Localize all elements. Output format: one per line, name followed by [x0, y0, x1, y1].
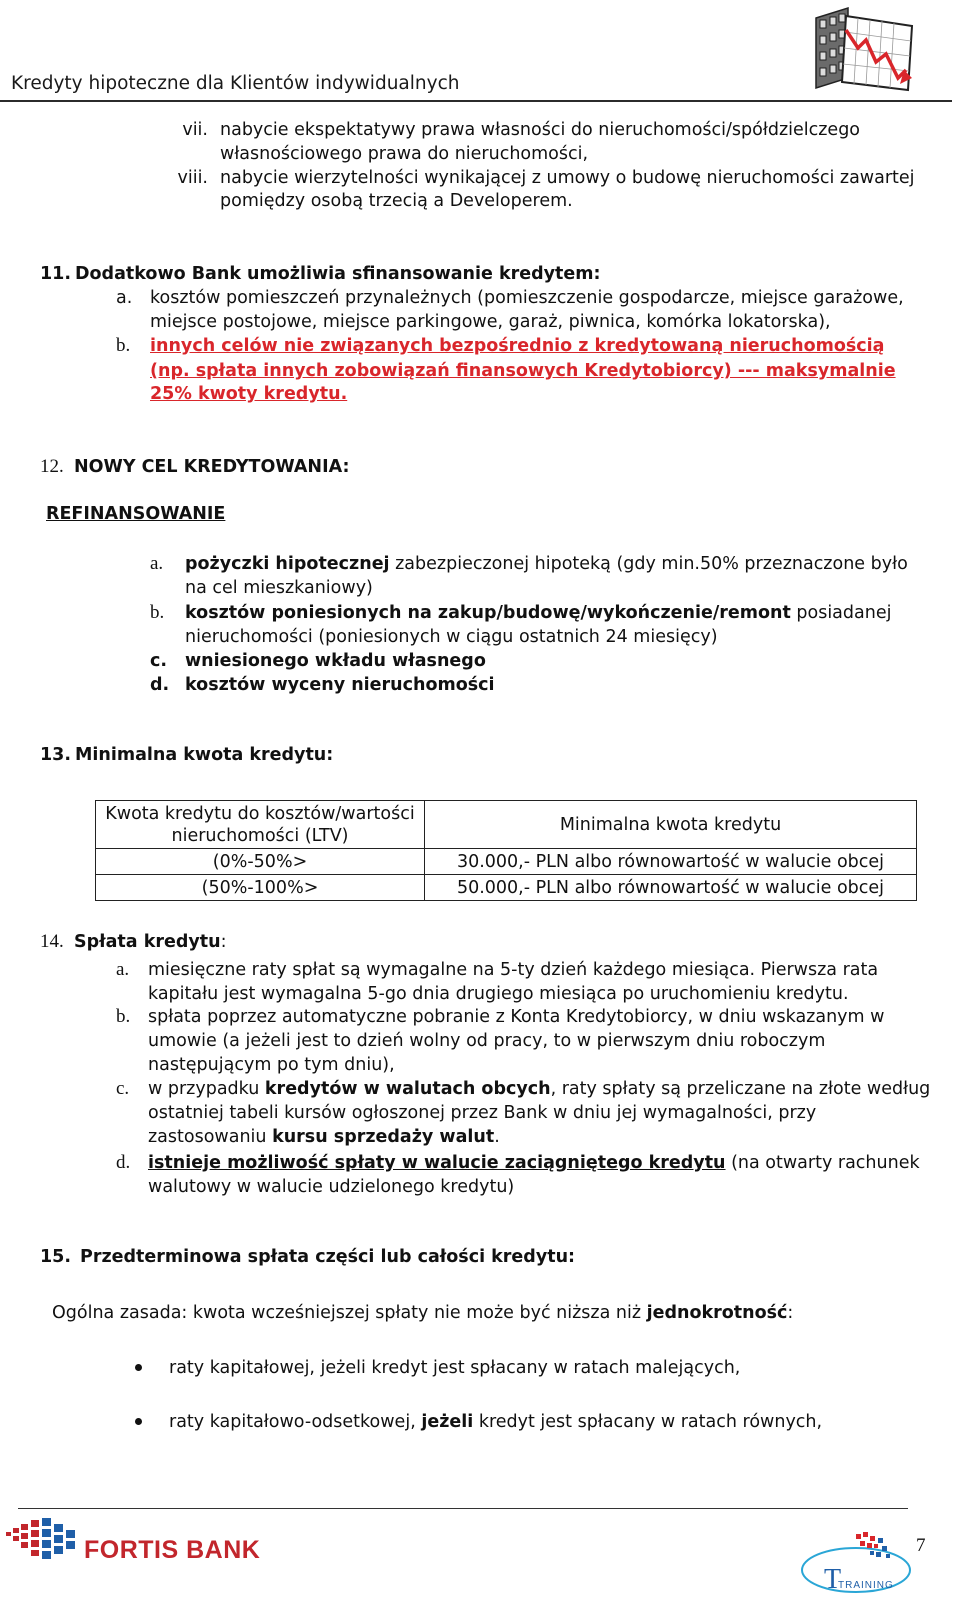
- table-cell: 50.000,- PLN albo równowartość w walucie obcej: [425, 875, 917, 901]
- list-item-line: walutowy w walucie udzielonego kredytu): [148, 1177, 515, 1197]
- list-item-line: następującym po tym dniu),: [148, 1055, 395, 1075]
- list-item-line: nabycie wierzytelności wynikającej z umowy o budowę nieruchomości zawartej: [220, 168, 915, 188]
- list-label: d.: [116, 1152, 131, 1173]
- list-item-line: pomiędzy osobą trzecią a Developerem.: [220, 191, 573, 211]
- list-number: vii.: [182, 120, 208, 140]
- list-label: b.: [116, 1006, 131, 1027]
- table-cell: (0%-50%>: [96, 849, 425, 875]
- section-12-subtitle: REFINANSOWANIE: [46, 504, 226, 524]
- section-15-number: 15.: [40, 1247, 72, 1267]
- bullet-icon: [135, 1418, 142, 1425]
- section-14-title: Spłata kredytu:: [74, 932, 227, 952]
- list-item-line: miesięczne raty spłat są wymagalne na 5-ty dzień każdego miesiąca. Pierwsza rata: [148, 960, 879, 980]
- fortis-bank-logo-text: FORTIS BANK: [84, 1536, 261, 1564]
- list-item-line: własnościowego prawa do nieruchomości,: [220, 144, 589, 164]
- list-label: b.: [150, 602, 165, 623]
- document-header-title: Kredyty hipoteczne dla Klientów indywidualnych: [11, 73, 460, 94]
- table-cell: 30.000,- PLN albo równowartość w walucie obcej: [425, 849, 917, 875]
- list-item-line: ostatniej tabeli kursów ogłoszonej przez Bank w dniu jej wymagalności, przy: [148, 1103, 817, 1123]
- bullet-item: raty kapitałowej, jeżeli kredyt jest spłacany w ratach malejących,: [169, 1358, 741, 1378]
- header-divider: [0, 100, 952, 102]
- min-loan-amount-table: [95, 800, 917, 901]
- table-row: [96, 849, 917, 875]
- list-item-line: miejsce postojowe, miejsce parkingowe, garaż, piwnica, komórka lokatorska),: [150, 312, 831, 332]
- list-label: a.: [150, 553, 164, 574]
- list-label: b.: [116, 335, 131, 356]
- list-label: d.: [150, 675, 170, 695]
- list-item-line: zastosowaniu kursu sprzedaży walut.: [148, 1127, 500, 1147]
- list-item-line: kapitału jest wymagalna 5-go dnia drugiego miesiąca po uruchomieniu kredytu.: [148, 984, 849, 1004]
- list-number: viii.: [177, 168, 208, 188]
- section-13-title: Minimalna kwota kredytu:: [75, 745, 334, 765]
- list-label: a.: [116, 959, 130, 980]
- highlighted-list-item-line: 25% kwoty kredytu.: [150, 384, 348, 404]
- list-item: kosztów poniesionych na zakup/budowę/wykończenie/remont posiadanej: [185, 603, 892, 623]
- list-label: c.: [116, 1078, 130, 1099]
- general-rule-text: Ogólna zasada: kwota wcześniejszej spłaty nie może być niższa niż jednokrotność:: [52, 1303, 794, 1323]
- svg-text:T: T: [824, 1564, 842, 1594]
- section-12-title: NOWY CEL KREDYTOWANIA:: [74, 457, 350, 477]
- table-header-row: [96, 801, 917, 849]
- list-item-line: na cel mieszkaniowy): [185, 578, 373, 598]
- highlighted-list-item-line: (np. spłata innych zobowiązań finansowych Kredytobiorcy) --- maksymalnie: [150, 361, 896, 381]
- footer-divider: [18, 1508, 908, 1509]
- list-item: pożyczki hipotecznej zabezpieczonej hipoteką (gdy min.50% przeznaczone było: [185, 554, 908, 574]
- list-item: kosztów wyceny nieruchomości: [185, 675, 495, 695]
- section-15-title: Przedterminowa spłata części lub całości kredytu:: [80, 1247, 576, 1267]
- list-item-line: umowie (a jeżeli jest to dzień wolny od pracy, to w pierwszym dniu roboczym: [148, 1031, 826, 1051]
- list-item-line: w przypadku kredytów w walutach obcych, raty spłaty są przeliczane na złote według: [148, 1079, 931, 1099]
- falling-chart-building-icon: [808, 4, 918, 92]
- highlighted-list-item-line: innych celów nie związanych bezpośrednio z kredytowaną nieruchomością: [150, 336, 885, 356]
- section-14-number: 14.: [40, 931, 64, 952]
- section-13-number: 13.: [40, 745, 72, 765]
- fortis-bank-logo-icon: [4, 1514, 82, 1562]
- section-12-number: 12.: [40, 456, 64, 477]
- bullet-item: raty kapitałowo-odsetkowej, jeżeli kredyt jest spłacany w ratach równych,: [169, 1412, 823, 1432]
- list-item-line: kosztów pomieszczeń przynależnych (pomieszczenie gospodarcze, miejsce garażowe,: [150, 288, 904, 308]
- table-header-cell: Minimalna kwota kredytu: [425, 801, 917, 849]
- list-item-line: istnieje możliwość spłaty w walucie zaciągniętego kredytu (na otwarty rachunek: [148, 1153, 920, 1173]
- table-cell: (50%-100%>: [96, 875, 425, 901]
- table-row: [96, 875, 917, 901]
- list-item-line: nieruchomości (poniesionych w ciągu ostatnich 24 miesięcy): [185, 627, 718, 647]
- list-item: wniesionego wkładu własnego: [185, 651, 486, 671]
- training-logo-text: TRAINING: [838, 1580, 894, 1591]
- section-11-number: 11.: [40, 264, 72, 284]
- page-number: 7: [916, 1535, 926, 1556]
- table-header-cell: Kwota kredytu do kosztów/wartości nieruchomości (LTV): [96, 801, 425, 849]
- list-item-line: spłata poprzez automatyczne pobranie z Konta Kredytobiorcy, w dniu wskazanym w: [148, 1007, 885, 1027]
- bullet-icon: [135, 1364, 142, 1371]
- section-11-title: Dodatkowo Bank umożliwia sfinansowanie kredytem:: [75, 264, 601, 284]
- list-label: a.: [116, 288, 133, 308]
- list-label: c.: [150, 651, 168, 671]
- list-item-line: nabycie ekspektatywy prawa własności do nieruchomości/spółdzielczego: [220, 120, 861, 140]
